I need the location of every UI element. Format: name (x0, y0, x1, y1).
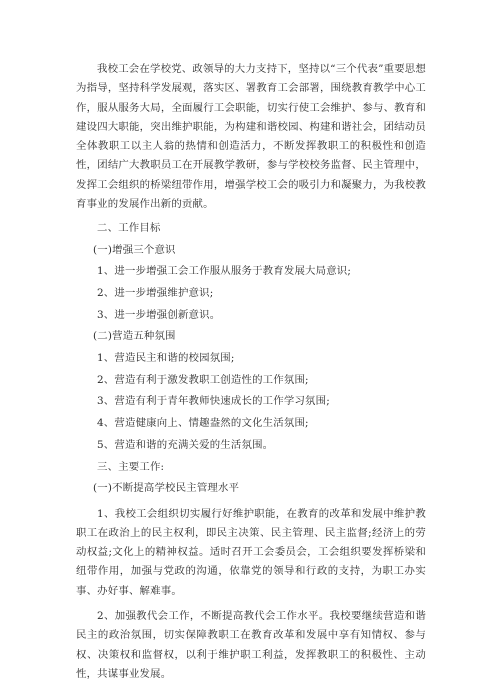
list-item: 3、进一步增强创新意识。 (97, 308, 221, 321)
body-paragraph: 2、加强教代会工作，不断提高教代会工作水平。我校要继续营造和谐民主的政治氛围，切实保障教职工在教育改革和发展中享有知情权、参与权、决策权和监督权，以利于维护职工利益，发挥教职工的积极性、主动性，共谋事业发展。 (76, 610, 426, 680)
list-item: 5、营造和谐的充满关爱的生活氛围。 (97, 438, 274, 451)
list-item: 1、营造民主和谐的校园氛围; (97, 352, 235, 365)
document-body (76, 60, 426, 684)
list-item: 1、进一步增强工会工作服从服务于教育发展大局意识; (97, 265, 352, 278)
subsection-heading-five-atmospheres: (二)营造五种氛围 (93, 330, 176, 343)
subsection-heading-democratic-management: (一)不断提高学校民主管理水平 (93, 482, 240, 495)
list-item: 2、营造有利于激发教职工创造性的工作氛围; (97, 373, 309, 386)
section-heading-goals: 二、工作目标 (97, 221, 161, 234)
list-item: 2、进一步增强维护意识; (97, 287, 214, 300)
list-item: 3、营造有利于青年教师快速成长的工作学习氛围; (97, 395, 330, 408)
list-item: 4、营造健康向上、情趣盎然的文化生活氛围; (97, 417, 309, 430)
body-paragraph: 1、我校工会组织切实履行好维护职能，在教育的改革和发展中维护教职工在政治上的民主权利，即民主决策、民主管理、民主监督;经济上的劳动权益;文化上的精神权益。适时召开工会委员会，工会组织要发挥桥梁和纽带作用，加强与党政的沟通，依靠党的领导和行政的支持，为职工办实事、办好事、解难事。 (76, 507, 426, 597)
section-heading-main-work: 三、主要工作: (97, 460, 165, 473)
subsection-heading-three-awareness: (一)增强三个意识 (93, 243, 176, 256)
intro-paragraph: 我校工会在学校党、政领导的大力支持下，坚持以“三个代表”重要思想为指导，坚持科学发展观，落实区、署教育工会部署，围绕教育教学中心工作，服从服务大局，全面履行工会职能，切实行使工会维护、参与、教育和建设四大职能，突出维护职能，为构建和谐校园、构建和谐社会，团结动员全体教职工以主人翁的热情和创造活力，不断发挥教职工的积极性和创造性，团结广大教职员工在开展教学教研，参与学校校务监督、民主管理中，发挥工会组织的桥梁纽带作用，增强学校工会的吸引力和凝聚力，为我校教育事业的发展作出新的贡献。 (76, 63, 426, 211)
